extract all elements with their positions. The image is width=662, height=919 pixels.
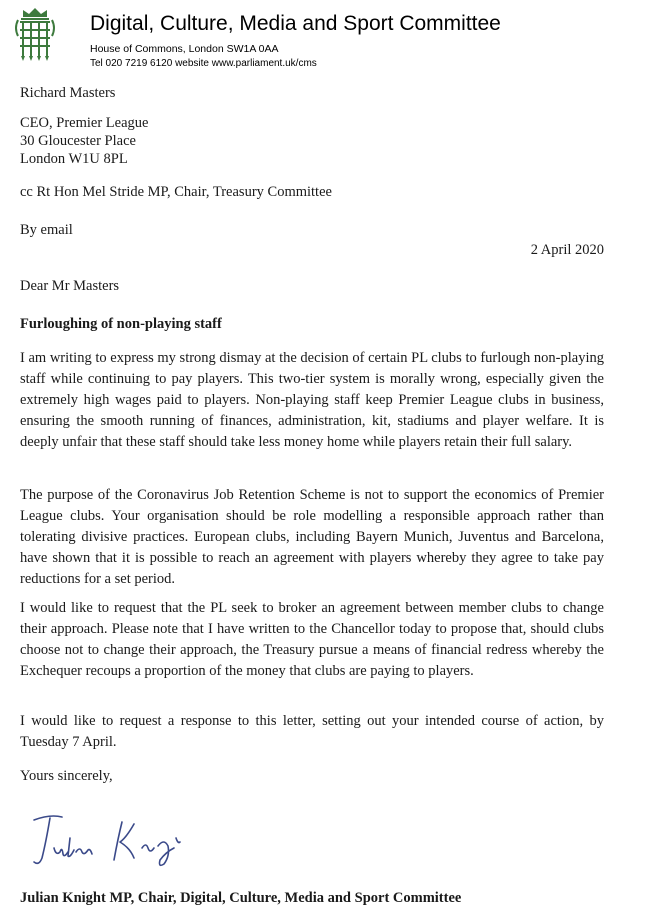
recipient-title: CEO, Premier League	[20, 115, 149, 131]
letter-date: 2 April 2020	[530, 242, 604, 258]
body-paragraph: I would like to request that the PL seek to broker an agreement between member clubs to change their approach. Please note that I have written to the Chancellor today to propose that, should clubs choose not to change their approach, the Treasury pursue a means of financial redress whereby the Exchequer recoups a proportion of the money that clubs are paying to players.	[20, 600, 604, 679]
recipient-street: 30 Gloucester Place	[20, 133, 136, 149]
portcullis-icon	[10, 6, 60, 62]
committee-contact: Tel 020 7219 6120 website www.parliament.uk/cms	[90, 58, 317, 69]
signatory-line: Julian Knight MP, Chair, Digital, Culture, Media and Sport Committee	[20, 890, 462, 906]
body-paragraph: The purpose of the Coronavirus Job Retention Scheme is not to support the economics of Premier League clubs. Your organisation should be role modelling a responsible approach rather than tolerating divisive practices. European clubs, including Bayern Munich, Juventus and Barcelona, have shown that it is possible to reach an agreement with players whereby they agree to take pay reductions for a set period.	[20, 487, 604, 587]
cc-line: cc Rt Hon Mel Stride MP, Chair, Treasury Committee	[20, 184, 332, 200]
recipient-city: London W1U 8PL	[20, 151, 128, 167]
committee-name: Digital, Culture, Media and Sport Committee	[90, 12, 501, 35]
handwritten-signature	[30, 808, 230, 872]
body-paragraph: I am writing to express my strong dismay at the decision of certain PL clubs to furlough non-playing staff while continuing to pay players. This two-tier system is morally wrong, especially given the extremely high wages paid to players. Non-playing staff keep Premier League clubs in business, ensuring the smooth running of finances, administration, kit, stadiums and player welfare. It is deeply unfair that these staff should take less money home while players retain their full salary.	[20, 350, 604, 450]
recipient-name: Richard Masters	[20, 85, 116, 101]
delivery-method: By email	[20, 222, 73, 238]
letterhead	[10, 6, 650, 69]
salutation: Dear Mr Masters	[20, 278, 120, 294]
subject-line: Furloughing of non-playing staff	[20, 316, 222, 332]
committee-address: House of Commons, London SW1A 0AA	[90, 43, 279, 55]
body-paragraph: I would like to request a response to this letter, setting out your intended course of action, by Tuesday 7 April.	[20, 713, 604, 750]
closing: Yours sincerely,	[20, 768, 113, 784]
